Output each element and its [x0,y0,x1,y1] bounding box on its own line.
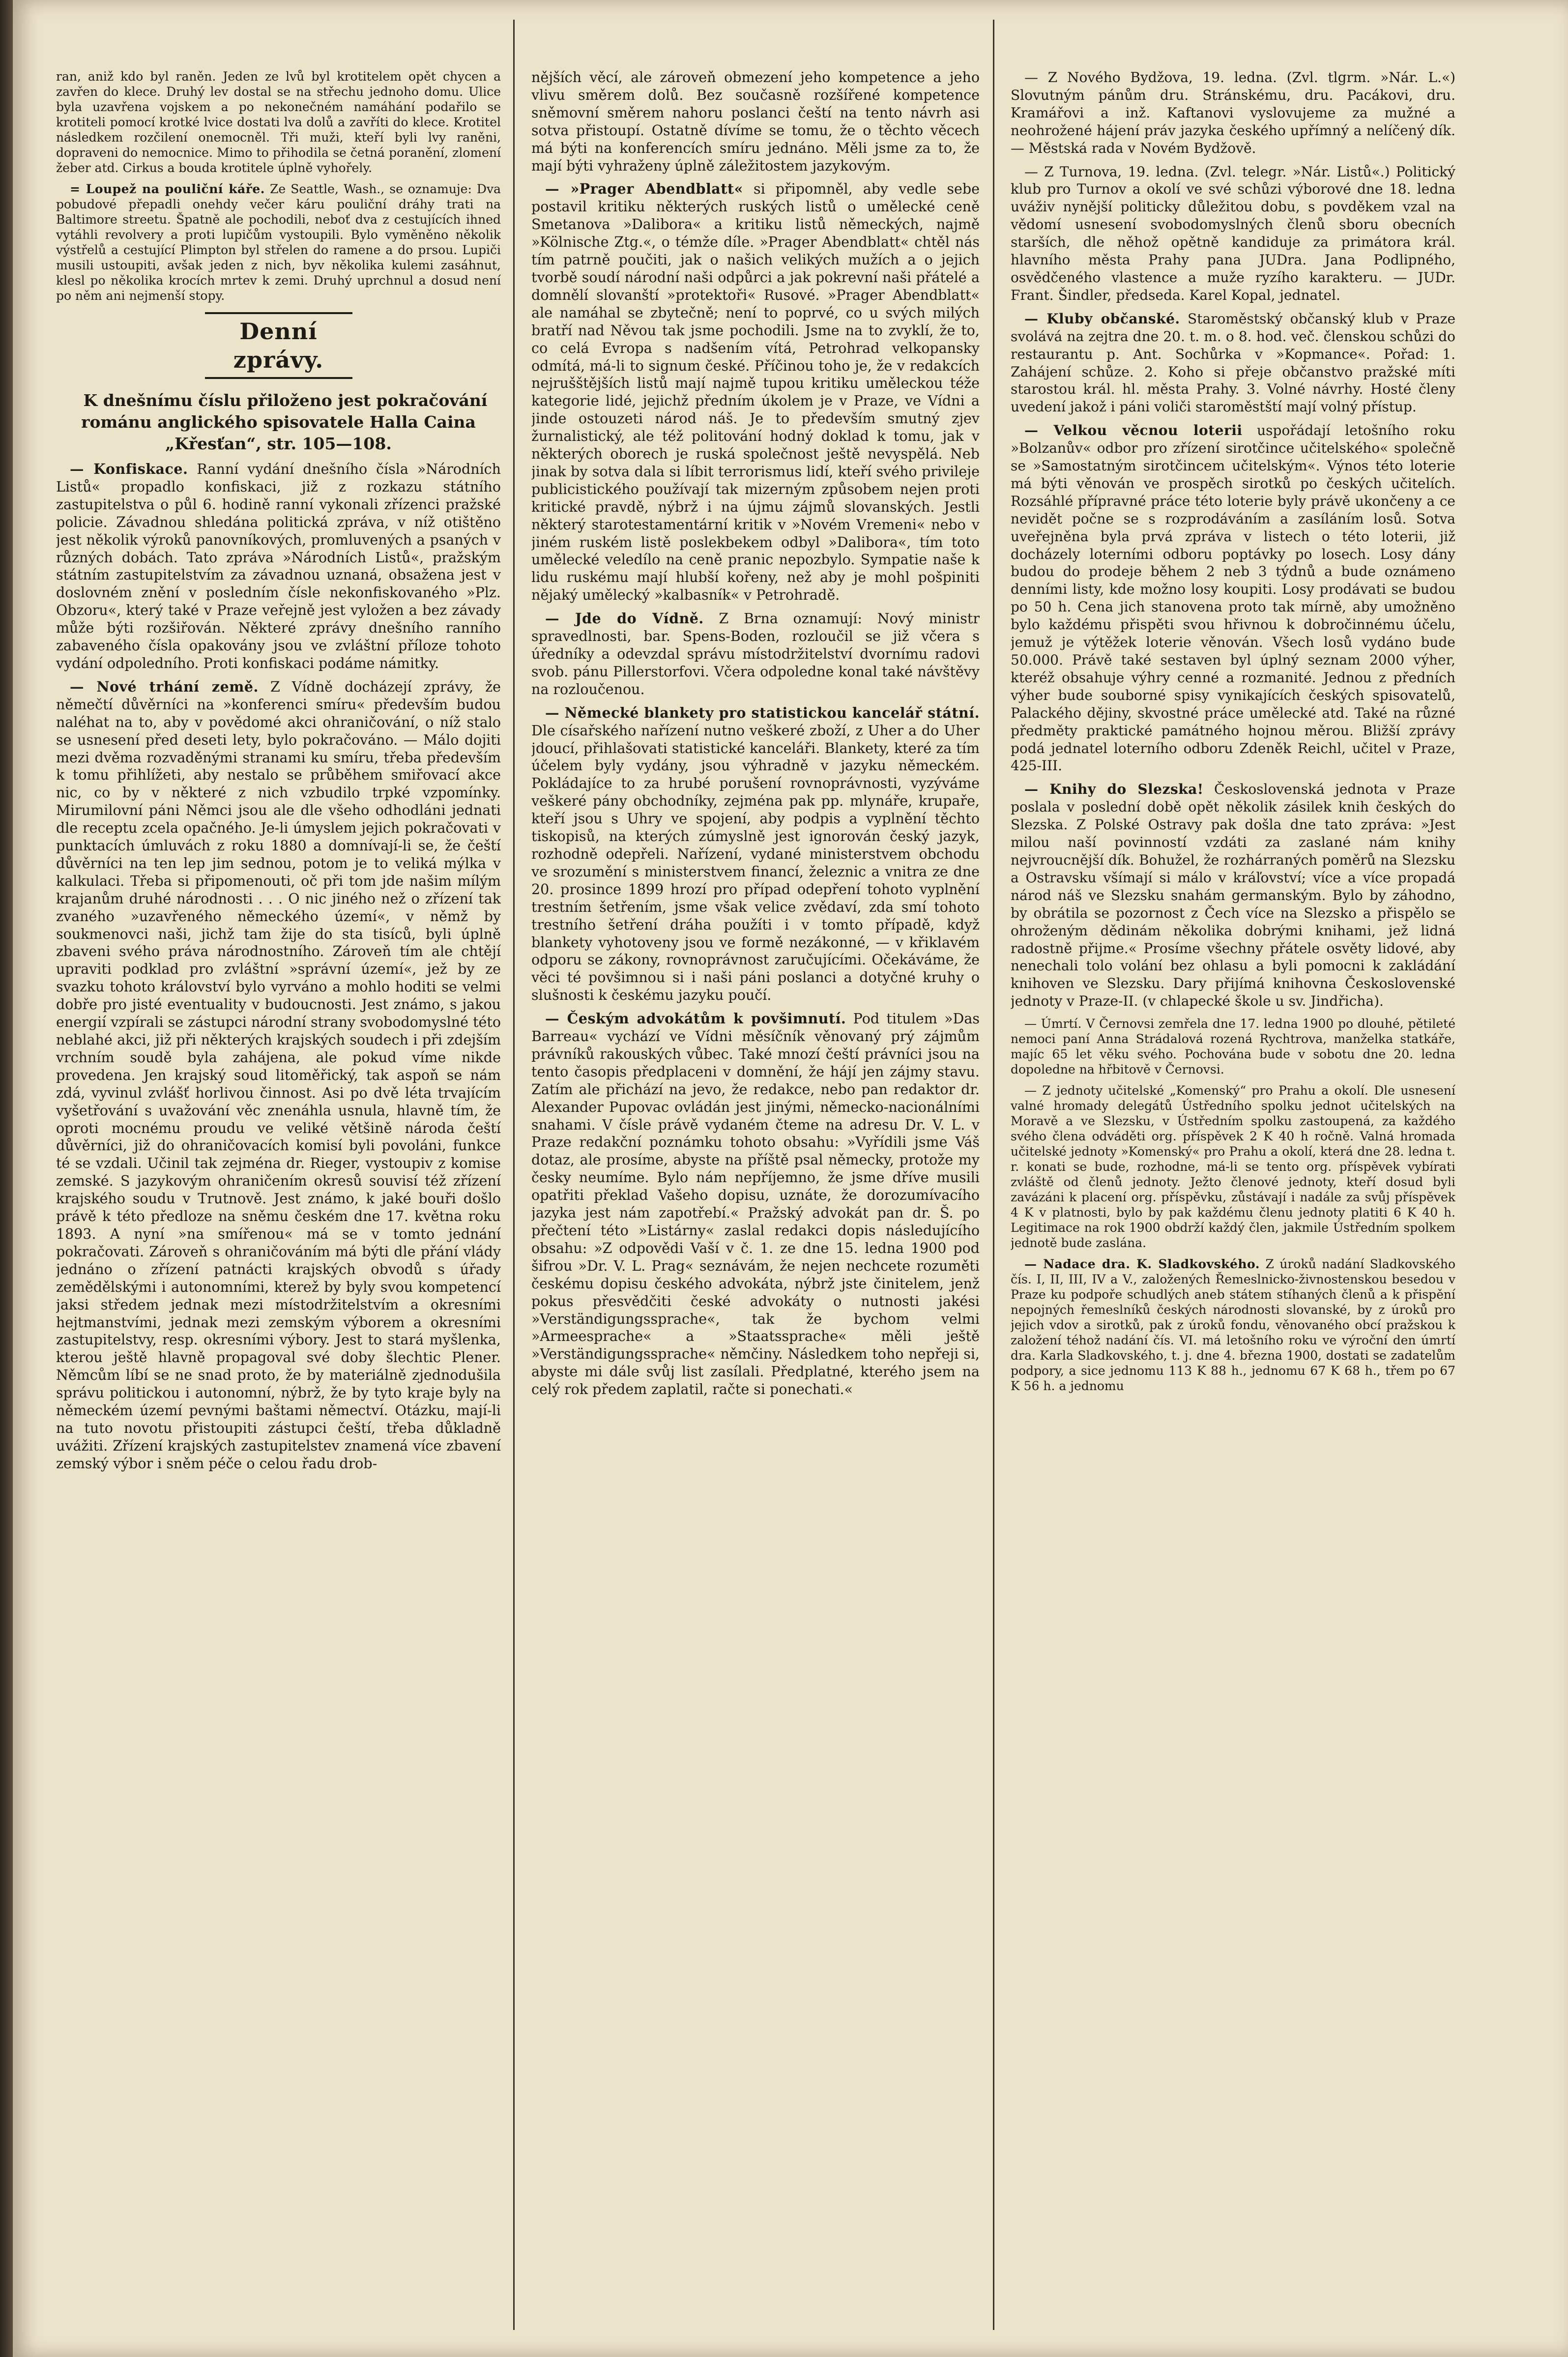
supplement-notice: K dnešnímu číslu přiloženo jest pokračování románu anglického spisovatele Halla Caina „Křesťan“, str. 105—108. [81,391,488,453]
loterie-text: uspořádají letošního roku »Bolzanův« odbor pro zřízení sirotčince učitelského« společně se »Samostatným sirotčincem učitelským«. Výnos této loterie má býti věnován ve prospěch sirotků po českých učitelích. Rozsáhlé přípravné práce této loterie byly právě ukončeny a ce nevidět počne se s rozprodáváním a zasíláním losů. Sotva uveřejněna byla prvá zpráva v listech o této loterii, již docházely loterními odboru poptávky po losech. Losy dány budou do prodeje během 2 neb 3 týdnů a bude oznámeno denními listy, kde možno losy koupiti. Losy prodávati se budou po 50 h. Cena jich stanovena proto tak mírně, aby umožněno bylo každému přispěti svou hřivnou k dobročinnému účelu, jemuž je výtěžek loterie věnován. Všech losů vydáno bude 50.000. Právě také sestaven byl úplný seznam 2000 výher, kteréž obsahuje výhry cenné a rozmanité. Jednou z předních výher bude souborné spisy vynikajících českých spisovatelů, Palackého dějiny, skvostné práce umělecké atd. Také na různé předměty praktické památného hojnou měrou. Bližší zprávy podá jednatel loterního odboru Zdeněk Reichl, učitel v Praze, 425-III. [1011,422,1455,774]
newspaper-page [13,0,1568,2357]
konfiskace-heading: — Konfiskace. [70,461,188,477]
prager-text: si připomněl, aby vedle sebe postavil kritiku některých ruských listů o umělecké ceně Smetanova »Dalibora« a kritiku listů německých, najmě »Kölnische Ztg.«, o témže díle. »Prager Abendblatt« chtěl nás tím patrně poučiti, jak o našich velikých mužích a o jejich tvorbě soudí národní naši odpůrci a jak pokrevní naši přátelé a domnělí slovanští »protektoři« Rusové. »Prager Abendblatt« ale namáhal se zbytečně; není to poprvé, co u svých milých bratří nad Něvou tak jsme pochodili. Jsme na to zvyklí, že to, co celá Evropa s nadšením vítá, Petrohrad velkopansky odmítá, má-li to signum české. Příčinou toho je, že v redakcích nejrušštějších listů mají najmě tupou kritiku uměleckou téže kategorie lidé, jejichž předním úkolem je v Praze, ve Vídni a jinde ostouzeti národ náš. Je to především smutný zjev žurnalistický, ale též politování hodný doklad k tomu, jak v některých oborech je ruská společnost ještě nevyspělá. Neb jinak by sotva dala si líbit terrorismus lidí, kteří svého privileje publicistického používají tak mizerným způsobem nejen proti kritické pravdě, nýbrž i na újmu zájmů slovanských. Jestli některý starotestamentární kritik v »Novém Vremeni« nebo v jiném ruském listě poslekbekem odbyl »Dalibora«, tím toto umělecké veledílo na ceně pranic nepozbylo. Sympatie naše k lidu ruskému mají hlubší kořeny, než aby je mohl pošpiniti nějaký umělecký »kalbasník« v Petrohradě. [531,181,980,604]
nadace-text: Z úroků nadání Sladkovského čís. I, II, III, IV a V., založených Řemeslnicko-živnostenskou besedou v Praze ku podpoře schudlých aneb státem stíhaných členů a k přispění nepojných řemeslníků českých národnosti slovanské, by z úroků pro jejich vdov a sirotků, pak z úroků fondu, věnovaného obcí pražskou k založení téhož nadání čís. VI. má letošního roku ve výroční den úmrtí dra. Karla Sladkovského, t. j. dne 4. března 1900, dostati se zadatelům podpory, a sice jednomu 113 K 88 h., jednomu 67 K 68 h., třem po 67 K 56 h. a jednomu [1011,1257,1455,1394]
bydzov-telegram: — Z Nového Bydžova, 19. ledna. (Zvl. tlgrm. »Nár. L.«) Slovutným pánům dru. Stránskému, dru. Pacákovi, dru. Kramářovi a inž. Kaftanovi vyslovujeme za mužné a neohrožené hájení práv jazyka českého upřímný a nelíčený dík. — Městská rada v Novém Bydžově. [1011,69,1455,156]
slezsko-article [1011,781,1455,1010]
viden-text: Z Brna oznamují: Nový ministr spravedlnosti, bar. Spens-Boden, rozloučil se již včera s úředníky a odevzdal správu místodržitelství dvornímu radovi svob. pánu Pillerstorfovi. Včera odpoledne konal také návštěvy na rozloučenou. [531,611,980,698]
prager-heading: — »Prager Abendblatt« [545,180,743,198]
komensky-article: — Z jednoty učitelské „Komenský“ pro Prahu a okolí. Dle usnesení valné hromady delegátů Ústředního spolku jednot učitelských na Moravě a ve Slezsku, v Ústředním spolku zastoupená, za každého svého člena odváděti org. příspěvek 2 K 40 h ročně. Valná hromada učitelské jednoty »Komenský« pro Prahu a okolí, která dne 28. ledna t. r. konati se bude, rozhodne, má-li se tento org. příspěvek vybírati zvláště od členů jednoty. Ježto členové jednoty, kteří dosud byli zavázáni k placení org. příspěvku, zůstávají i nadále za svůj příspěvek 4 K v platnosti, bylo by pak každému členu jednoty platiti 6 K 40 h. Legitimace na rok 1900 obdrží každý člen, jakmile Ústředním spolkem jednotě bude zaslána. [1011,1083,1455,1251]
column-1 [56,69,501,2310]
column-rule-left [513,20,515,2330]
blankety-article [531,704,980,1004]
robbery-article [56,181,501,303]
advokati-heading: — Českým advokátům k povšimnutí. [545,1010,846,1027]
blankety-text: Dle císařského nařízení nutno veškeré zboží, z Uher a do Uher jdoucí, přihlašovati statistické kanceláři. Blankety, které za tím účelem byly vydány, jsou výhradně v jazyku německém. Pokládajíce to za hrubé porušení rovnoprávnosti, vyzýváme veškeré pány obchodníky, zejména pak pp. mlynáře, krupaře, kteří jsou s Uhry ve spojení, aby podpis a vyplnění těchto tiskopisů, na kterých zúmyslně jest ignorován český jazyk, rozhodně odepřeli. Nařízení, vydané ministerstvem obchodu ve srozumění s ministerstvem financí, železnic a vnitra ze dne 20. prosince 1899 hrozí pro případ odepření tohoto vyplnění trestním šetřením, jsme však velice zvědaví, zda smí tohoto trestního šetření dráha použíti i v tomto případě, když blankety vyhotoveny jsou ve formě nezákonné, — v křiklavém odporu se zákony, rovnoprávnost zaručujícími. Očekáváme, že věci té povšimnou si i naši páni poslanci a dotyčné kruhy o slušnosti k českému jazyku poučí. [531,722,980,1004]
turnov-telegram: — Z Turnova, 19. ledna. (Zvl. telegr. »Nár. Listů«.) Politický klub pro Turnov a okolí ve své schůzi výborové dne 18. ledna uváživ nynější politicky důležitou dobu, s povděkem vzal na vědomí usnesení svobodomyslných členů sboru obecních starších, dle něhož opětně kandiduje za primátora král. hlavního města Prahy pana JUDra. Jana Podlipného, osvědčeného vlastence a muže ryzího karakteru. — JUDr. Frant. Šindler, předseda. Karel Kopal, jednatel. [1011,163,1455,303]
konfiskace-article [56,461,501,672]
trhani-heading: — Nové trhání země. [70,678,259,695]
kluby-article [1011,310,1455,416]
robbery-heading: = Loupež na pouliční káře. [70,182,265,196]
kluby-heading: — Kluby občanské. [1024,310,1180,327]
advokati-article [531,1010,980,1398]
blankety-heading: — Německé blankety pro statistickou kancelář státní. [545,704,980,721]
loterie-article [1011,422,1455,775]
section-title: Denní zprávy. [205,312,352,379]
kluby-text: Staroměstský občanský klub v Praze svolává na zejtra dne 20. t. m. o 8. hod. več. členskou schůzi do restaurantu p. Ant. Sochůrka v »Kopmance«. Pořad: 1. Zahájení schůze. 2. Koho si přeje občanstvo pražské míti starostou král. hl. města Prahy. 3. Volné návrhy. Hosté členy uvedení jakož i páni voliči staroměstští mají volný přístup. [1011,310,1455,415]
prager-article [531,180,980,604]
robbery-text: Ze Seattle, Wash., se oznamuje: Dva pobudové přepadli onehdy večer káru pouliční dráhy trati na Baltimore streetu. Špatně ale pochodili, neboť dva z cestujících ihned vytáhli revolvery a proti lupičům vystoupili. Bylo vyměněno několik výstřelů a cestující Plimpton byl střelen do ramene a do prsou. Lupiči musili ustoupiti, avšak jeden z nich, byv několika kulemi zasáhnut, klesl po několika krocích mrtev k zemi. Druhý uprchnul a dosud není po něm ani nejmenší stopy. [56,182,501,303]
column2-fragment: nějších věcí, ale zároveň obmezení jeho kompetence a jeho vlivu směrem dolů. Bez současně rozšířené kompetence sněmovní směrem nahoru poslanci čeští na tento návrh asi sotva přistoupí. Ostatně dívíme se tomu, že o těchto věcech má býti na konferencích smíru jednáno. Měli jsme za to, že mají býti vyhraženy úplně záležitostem jazykovým. [531,69,980,174]
column-rule-right [993,20,994,2330]
lion-story-fragment: ran, aniž kdo byl raněn. Jeden ze lvů byl krotitelem opět chycen a zavřen do klece. Druhý lev dostal se na střechu jednoho domu. Ulice byla uzavřena vojskem a po nekonečném namáhání podařilo se krotiteli pomocí krotké lvice dostati lva dolů a zavříti do klece. Krotitel následkem rozčilení onemocněl. Tři muži, kteří byli lvy raněni, dopraveni do nemocnice. Mimo to přihodila se četná poranění, zlomení žeber atd. Cirkus a bouda krotitele úplně vyhořely. [56,69,501,175]
advokati-text: Pod titulem »Das Barreau« vychází ve Vídni měsíčník věnovaný prý zájmům právníků rakouských vůbec. Také mnozí čeští právníci jsou na tento časopis předplaceni v domnění, že hájí jen zájmy stavu. Zatím ale přichází na jevo, že redakce, nebo pan redaktor dr. Alexander Pupovac ovládán jest jinými, německo-nacionálními snahami. V čísle právě vydaném čteme na adresu Dr. V. L. v Praze redakční poznámku tohoto obsahu: »Vyřídili jsme Váš dotaz, ale prosíme, abyste na příště psal německy, protože my česky neumíme. Bylo nám nepříjemno, že jsme dříve musili opatřiti překlad Vašeho dopisu, uznáte, že dorozumívacího jazyka jest nám zapotřebí.« Pražský advokát pan dr. Š. po přečtení této »Listárny« zaslal redakci dopis následujícího obsahu: »Z odpovědi Vaší v č. 1. ze dne 15. ledna 1900 pod šifrou »Dr. V. L. Prag« seznávám, že nejen nechcete rozuměti českému dopisu českého advokáta, nýbrž jste činitelem, jenž pokus přesvědčiti české advokáty o nutnosti jakési »Verständigungssprache«, tak že bychom velmi »Armeesprache« a »Staatssprache« měli ještě »Verständigungssprache« němčiny. Následkem toho nepřeji si, abyste mi dále svůj list zasílali. Předplatné, kterého jsem na celý rok předem zaplatil, račte si ponechati.« [531,1011,980,1398]
trhani-article [56,678,501,1473]
nadace-heading: — Nadace dra. K. Sladkovského. [1024,1257,1260,1272]
column-2 [531,69,980,2310]
slezsko-text: Československá jednota v Praze poslala v poslední době opět několik zásilek knih českých do Slezska. Z Polské Ostravy pak došla dne tato zpráva: »Jest milou naší povinností vzdáti za zaslané nám knihy nejvroucnější dík. Bohužel, že rozhárraných poměrů na Slezsku a Ostravsku všímají si málo v kráľovství; více a více propadá národ náš ve Slezsku snahám germanským. Bylo by záhodno, by obrátila se pozornost z Čech více na Slezsko a přispělo se ohroženým dědinám několika dobrými knihami, jež lidná radostně přijme.« Prosíme všechny přátele osvěty lidové, aby nenechali tolo volání bez ohlasu a byli pomocni k zakládání knihoven ve Slezsku. Dary přijímá knihovna Československé jednoty v Praze-II. (v chlapecké škole u sv. Jindřicha). [1011,781,1455,1010]
konfiskace-text: Ranní vydání dnešního čísla »Národních Listů« propadlo konfiskaci, již z rozkazu státního zastupitelstva o půl 6. hodině ranní vykonali zřízenci pražské policie. Závadnou shledána politická zpráva, v níž otištěno jest několik výroků panovníkových, promluvených a psaných v různých dobách. Tato zpráva »Národních Listů«, pražským státním zastupitelstvím za závadnou uznaná, obsažena jest v doslovném znění v posledním čísle nekonfiskovaného »Plz. Obzoru«, který také v Praze veřejně jest vyložen a bez závady může býti rozšiřován. Některé zprávy dnešního ranního zabaveného čísla opakovány jsou ve zvláštní příloze tohoto vydání odpoledního. Proti konfiskaci podáme námitky. [56,461,501,671]
slezsko-heading: — Knihy do Slezska! [1024,781,1204,798]
loterie-heading: — Velkou věcnou loterii [1024,422,1243,439]
column-3 [1011,69,1455,2310]
umrti-notice: — Úmrtí. V Černovsi zemřela dne 17. ledna 1900 po dlouhé, pětileté nemoci paní Anna Strádalová rozená Rychtrova, manželka statkáře, majíc 65 let věku svého. Pochována bude v sobotu dne 20. ledna dopoledne na hřbitově v Černovsi. [1011,1017,1455,1077]
nadace-article [1011,1256,1455,1394]
binding-spine [0,0,13,2357]
trhani-text: Z Vídně docházejí zprávy, že němečtí důvěrníci na »konferenci smíru« především budou naléhat na to, aby v povědomé akci ohraničování, o níž stalo se usnesení před deseti lety, bylo pokračováno. — Málo dojiti mezi dvěma rozvaděnými stranami ku smíru, třeba především k tomu přihlížeti, aby nestalo se průběhem smiřovací akce nic, co by v některé z nich vzbudilo trpké vzpomínky. Mirumilovní páni Němci jsou ale dle všeho odhodláni jednati dle receptu zcela opačného. Je-li úmyslem jejich pokračovati v punktacích úmluvách z roku 1880 a domnívají-li se, že čeští důvěrníci na ten lep jim sednou, potom je to veliká mýlka v kalkulaci. Třeba si připomenouti, oč při tom jde našim mílým krajanům druhé národnosti . . . O nic jiného než o zřízení tak zvaného »uzavřeného německého území«, v němž by soukmenovci naši, jichž tam žije do sta tisíců, byli úplně zbaveni svého práva národnostního. Zároveň tím ale chtějí upraviti podklad pro zvláštní »správní území«, jež by ze svazku tohoto království bylo vyrváno a mohlo hoditi se velmi dobře pro jisté eventuality v budoucnosti. Jest známo, s jakou energií vzpírali se zástupci národní strany svobodomyslné této neblahé akci, již při některých krajských soudech i při zdejším vrchním soudě byla zahájena, ale pokud víme nikde provedena. Jen krajský soud litoměřický, tak aspoň se nám zdá, vyvinul zvlášť horlivou činnost. Asi po dvě léta trvajícím vyšetřování s uvažování věc znenáhla usnula, hlavně tím, že oproti mocnému proudu ve veliké většině národa čeští důvěrníci, již do ohraničovacích komisí byli povoláni, funkce té se vzdali. Učinil tak zejména dr. Rieger, vystoupiv z komise zemské. S jazykovým ohraničením okresů souvisí též zřízení krajského soudu v Trutnově. Jest známo, k jaké bouři došlo právě k této předloze na sněmu českém dne 17. května roku 1893. A nyní »na smířenou« má se v tomto jednání pokračovati. Zároveň s ohraničováním má býti dle přání vlády jednáno o zřízení patnácti krajských obvodů s úřady zemědělskými i autonomními, kterež by byly svou kompetencí jaksi středem jednak mezi místodržitelstvím a okresními hejtmanstvími, jednak mezi zemským výborem a okresními zastupitelstvy, resp. okresními výbory. Jest to stará myšlenka, kterou ještě hlavně propagoval své doby šlechtic Plener. Němcům líbí se ne snad proto, že by materiálně zjednodušila správu politickou i autonomní, nýbrž, že by tyto kraje byly na německém území pevnými baštami němectví. Otázku, mají-li na tuto novotu přistoupiti zástupci čeští, třeba důkladně uvážiti. Zřízení krajských zastupitelstev znamená více zbavení zemský výbor i sněm péče o celou řadu drob- [56,678,501,1472]
viden-article [531,610,980,698]
viden-heading: — Jde do Vídně. [545,610,704,627]
